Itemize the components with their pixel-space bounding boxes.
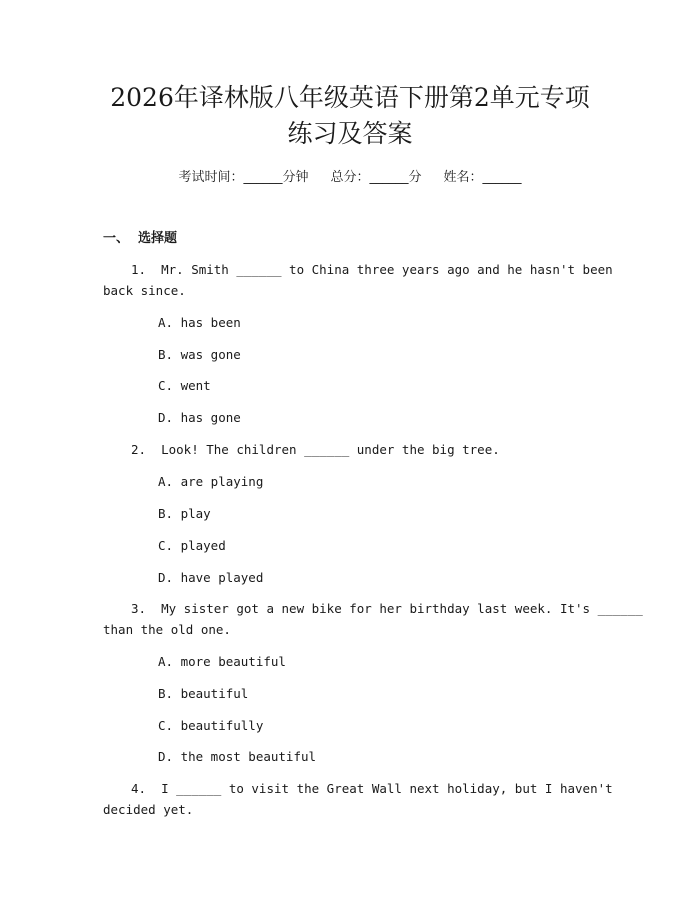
total-score-field: 总分：______分 <box>330 170 422 185</box>
question-1-option-d: D. has gone <box>158 410 241 425</box>
question-4-text-continued: decided yet. <box>103 802 194 817</box>
question-1-text-continued: back since. <box>103 283 186 298</box>
question-1-option-c: C. went <box>158 378 211 393</box>
question-4-text: 4. I ______ to visit the Great Wall next holiday, but I haven't <box>131 781 613 796</box>
question-2-option-c: C. played <box>158 538 226 553</box>
document-title-line-1: 2026年译林版八年级英语下册第2单元专项 <box>110 83 590 112</box>
question-3-option-b: B. beautiful <box>158 686 249 701</box>
section-heading: 一、 选择题 <box>103 231 178 246</box>
exam-meta-line <box>0 170 700 186</box>
question-1-text: 1. Mr. Smith ______ to China three years ago and he hasn't been <box>131 262 613 277</box>
question-3-text-continued: than the old one. <box>103 622 231 637</box>
question-3-option-c: C. beautifully <box>158 718 264 733</box>
question-3-option-a: A. more beautiful <box>158 654 286 669</box>
question-3-option-d: D. the most beautiful <box>158 749 317 764</box>
exam-time-field: 考试时间：______分钟 <box>178 170 309 185</box>
question-1-option-a: A. has been <box>158 315 241 330</box>
question-2-text: 2. Look! The children ______ under the big tree. <box>131 442 500 457</box>
question-2-option-d: D. have played <box>158 570 264 585</box>
question-2-option-a: A. are playing <box>158 474 264 489</box>
document-title-line-2: 练习及答案 <box>287 119 413 148</box>
question-3-text: 3. My sister got a new bike for her birthday last week. It's ______ <box>131 601 643 616</box>
student-name-field: 姓名：______ <box>443 170 522 185</box>
question-1-option-b: B. was gone <box>158 347 241 362</box>
question-2-option-b: B. play <box>158 506 211 521</box>
